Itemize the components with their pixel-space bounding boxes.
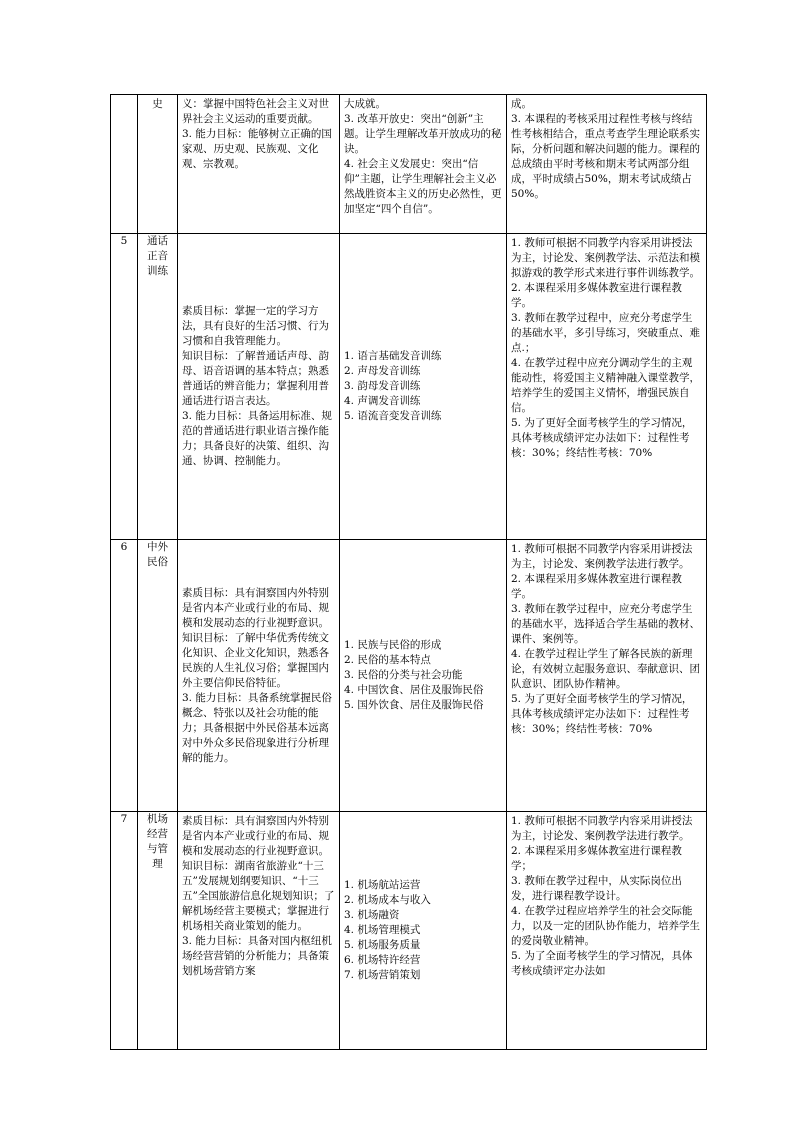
course-name-line: 与管 xyxy=(147,843,168,855)
content-paragraph: 2. 机场成本与收入 xyxy=(344,894,431,906)
content-paragraph: 3. 民俗的分类与社会功能 xyxy=(344,669,463,681)
content-paragraph: 3. 机场融资 xyxy=(344,909,400,921)
content-paragraph: 1. 机场航站运营 xyxy=(344,879,421,891)
table-row xyxy=(111,95,707,234)
requirement-paragraph: 4. 在教学过程中应充分调动学生的主观能动性，将爱国主义精神融入课堂教学，培养学生的爱国主义情怀，增强民族自信。 xyxy=(511,357,700,414)
course-number-cell xyxy=(111,234,138,540)
table-row xyxy=(111,234,707,540)
teaching-requirements-cell xyxy=(507,812,707,1050)
course-name-line: 理 xyxy=(152,858,163,870)
content-paragraph: 3. 韵母发音训练 xyxy=(344,380,421,392)
course-goals-cell xyxy=(178,234,340,540)
course-name-line: 史 xyxy=(152,98,163,110)
content-paragraph: 4. 机场管理模式 xyxy=(344,924,421,936)
content-paragraph: 4. 中国饮食、居住及服饰民俗 xyxy=(344,684,484,696)
requirement-paragraph: 3. 教师在教学过程中，应充分考虑学生的基础水平，多引导练习，突破重点、难点.； xyxy=(511,312,700,354)
requirement-paragraph: 5. 为了更好全面考核学生的学习情况，具体考核成绩评定办法如下：过程性考核：30%；终结性考核：70% xyxy=(511,693,693,735)
goal-paragraph: 3. 能力目标：具备对国内枢纽机场经营营销的分析能力；具备策划机场营销方案 xyxy=(182,935,332,977)
goal-paragraph: 知识目标：了解普通话声母、韵母、语音语调的基本特点；熟悉普通话的辨音能力；掌握利用普通话进行语言表达。 xyxy=(182,350,329,407)
course-name-line: 民俗 xyxy=(147,556,168,568)
requirement-paragraph: 2. 本课程采用多媒体教室进行课程教学。 xyxy=(511,573,682,600)
content-paragraph: 1. 语言基础发音训练 xyxy=(344,350,442,362)
course-number-cell xyxy=(111,95,138,234)
requirement-paragraph: 5. 为了全面考核学生的学习情况，具体考核成绩评定办法如 xyxy=(511,950,693,977)
course-name-cell xyxy=(138,812,178,1050)
table-row xyxy=(111,812,707,1050)
course-name-cell xyxy=(138,95,178,234)
requirement-paragraph: 5. 为了更好全面考核学生的学习情况，具体考核成绩评定办法如下：过程性考核：30%；终结性考核：70% xyxy=(511,417,693,459)
course-content-cell xyxy=(340,540,507,812)
content-paragraph: 5. 语流音变发音训练 xyxy=(344,410,442,422)
goal-paragraph: 义：掌握中国特色社会主义对世界社会主义运动的重要贡献。 xyxy=(182,98,329,125)
course-name-line: 中外 xyxy=(147,541,168,553)
requirement-paragraph: 2. 本课程采用多媒体教室进行课程教学。 xyxy=(511,282,682,309)
course-goals-cell xyxy=(178,95,340,234)
course-name-line: 机场 xyxy=(147,813,168,825)
course-name-cell xyxy=(138,540,178,812)
goal-paragraph: 3. 能力目标：具备系统掌握民俗概念、特张以及社会功能的能力；具备根据中外民俗基本远离对中外众多民俗现象进行分析理解的能力。 xyxy=(182,691,332,764)
goal-paragraph: 素质目标：具有洞察国内外特别是省内本产业或行业的布局、规模和发展动态的行业视野意识。 xyxy=(182,815,329,857)
goal-paragraph: 知识目标：了解中华优秀传统文化知识、企业文化知识，熟悉各民族的人生礼仪习俗；掌握国内外主要信仰民俗特征。 xyxy=(182,631,329,689)
goal-paragraph: 知识目标：湖南省旅游业“十三五”发展规划纲要知识、“十三五”全国旅游信息化规划知识；了解机场经营主要模式；掌握进行机场相关商业策划的能力。 xyxy=(182,860,335,932)
requirement-paragraph: 1. 教师可根据不同教学内容采用讲授法为主，讨论发、案例教学法进行教学。 xyxy=(511,543,693,570)
course-number-cell xyxy=(111,540,138,812)
content-paragraph: 4. 声调发音训练 xyxy=(344,395,421,407)
teaching-requirements-cell xyxy=(507,95,707,234)
teaching-requirements-cell xyxy=(507,234,707,540)
goal-paragraph: 素质目标：具有洞察国内外特别是省内本产业或行业的布局、规模和发展动态的行业视野意识。 xyxy=(182,586,329,629)
requirement-paragraph: 3. 本课程的考核采用过程性考核与终结性考核相结合，重点考查学生理论联系实际，分析问题和解决问题的能力。课程的总成绩由平时考核和期末考试两部分组成，平时成绩占50%，期末考试成绩占 50%。 xyxy=(511,113,700,200)
requirement-paragraph: 3. 教师在教学过程中，从实际岗位出发，进行课程教学设计。 xyxy=(511,875,682,902)
course-table xyxy=(110,94,707,1050)
content-paragraph: 5. 机场服务质量 xyxy=(344,939,421,951)
goal-paragraph: 素质目标：掌握一定的学习方法，具有良好的生活习惯、行为习惯和自我管理能力。 xyxy=(182,305,329,347)
course-number: 5 xyxy=(120,235,128,247)
requirement-paragraph: 1. 教师可根据不同教学内容采用讲授法为主，讨论发、案例教学法进行教学。 xyxy=(511,815,693,842)
course-number-cell xyxy=(111,812,138,1050)
requirement-paragraph: 成。 xyxy=(511,98,532,110)
requirement-paragraph: 3. 教师在教学过程中，应充分考虑学生的基础水平，选择适合学生基础的教材、课件、案例等。 xyxy=(511,603,700,645)
requirement-paragraph: 4. 在教学过程应培养学生的社会交际能力，以及一定的团队协作能力，培养学生的爱岗敬业精神。 xyxy=(511,905,700,947)
content-paragraph: 3. 改革开放史：突出“创新”主题。让学生理解改革开放成功的秘诀。 xyxy=(344,113,502,155)
course-name-line: 训练 xyxy=(147,265,168,277)
goal-paragraph: 3. 能力目标：能够树立正确的国家观、历史观、民族观、文化观、宗教观。 xyxy=(182,128,332,170)
course-name-line: 经营 xyxy=(147,828,168,840)
course-content-cell xyxy=(340,812,507,1050)
requirement-paragraph: 2. 本课程采用多媒体教室进行课程教学； xyxy=(511,845,682,872)
goal-paragraph: 3. 能力目标：具备运用标准、规范的普通话进行职业语言操作能力；具备良好的决策、组织、沟通、协调、控制能力。 xyxy=(182,410,332,467)
content-paragraph: 6. 机场特许经营 xyxy=(344,954,421,966)
content-paragraph: 2. 声母发音训练 xyxy=(344,365,421,377)
course-number: 7 xyxy=(120,813,128,825)
course-goals-cell xyxy=(178,812,340,1050)
course-name-line: 通话 xyxy=(147,235,168,247)
course-content-cell xyxy=(340,95,507,234)
course-number: 6 xyxy=(120,541,128,553)
content-paragraph: 1. 民族与民俗的形成 xyxy=(344,639,442,651)
content-paragraph: 7. 机场营销策划 xyxy=(344,969,421,981)
table-row xyxy=(111,540,707,812)
requirement-paragraph: 1. 教师可根据不同教学内容采用讲授法为主，讨论发、案例教学法、示范法和模拟游戏的教学形式来进行事件训练教学。 xyxy=(511,237,700,279)
content-paragraph: 5. 国外饮食、居住及服饰民俗 xyxy=(344,699,484,711)
content-paragraph: 大成就。 xyxy=(344,98,386,110)
course-name-line: 正音 xyxy=(147,250,168,262)
course-goals-cell xyxy=(178,540,340,812)
content-paragraph: 2. 民俗的基本特点 xyxy=(344,654,431,666)
teaching-requirements-cell xyxy=(507,540,707,812)
requirement-paragraph: 4. 在教学过程让学生了解各民族的新理论，有效树立起服务意识、奉献意识、团队意识、团队协作精神。 xyxy=(511,648,700,690)
content-paragraph: 4. 社会主义发展史：突出“信仰”主题，让学生理解社会主义必然战胜资本主义的历史必然性，更加坚定“四个自信”。 xyxy=(344,158,502,215)
course-content-cell xyxy=(340,234,507,540)
course-name-cell xyxy=(138,234,178,540)
